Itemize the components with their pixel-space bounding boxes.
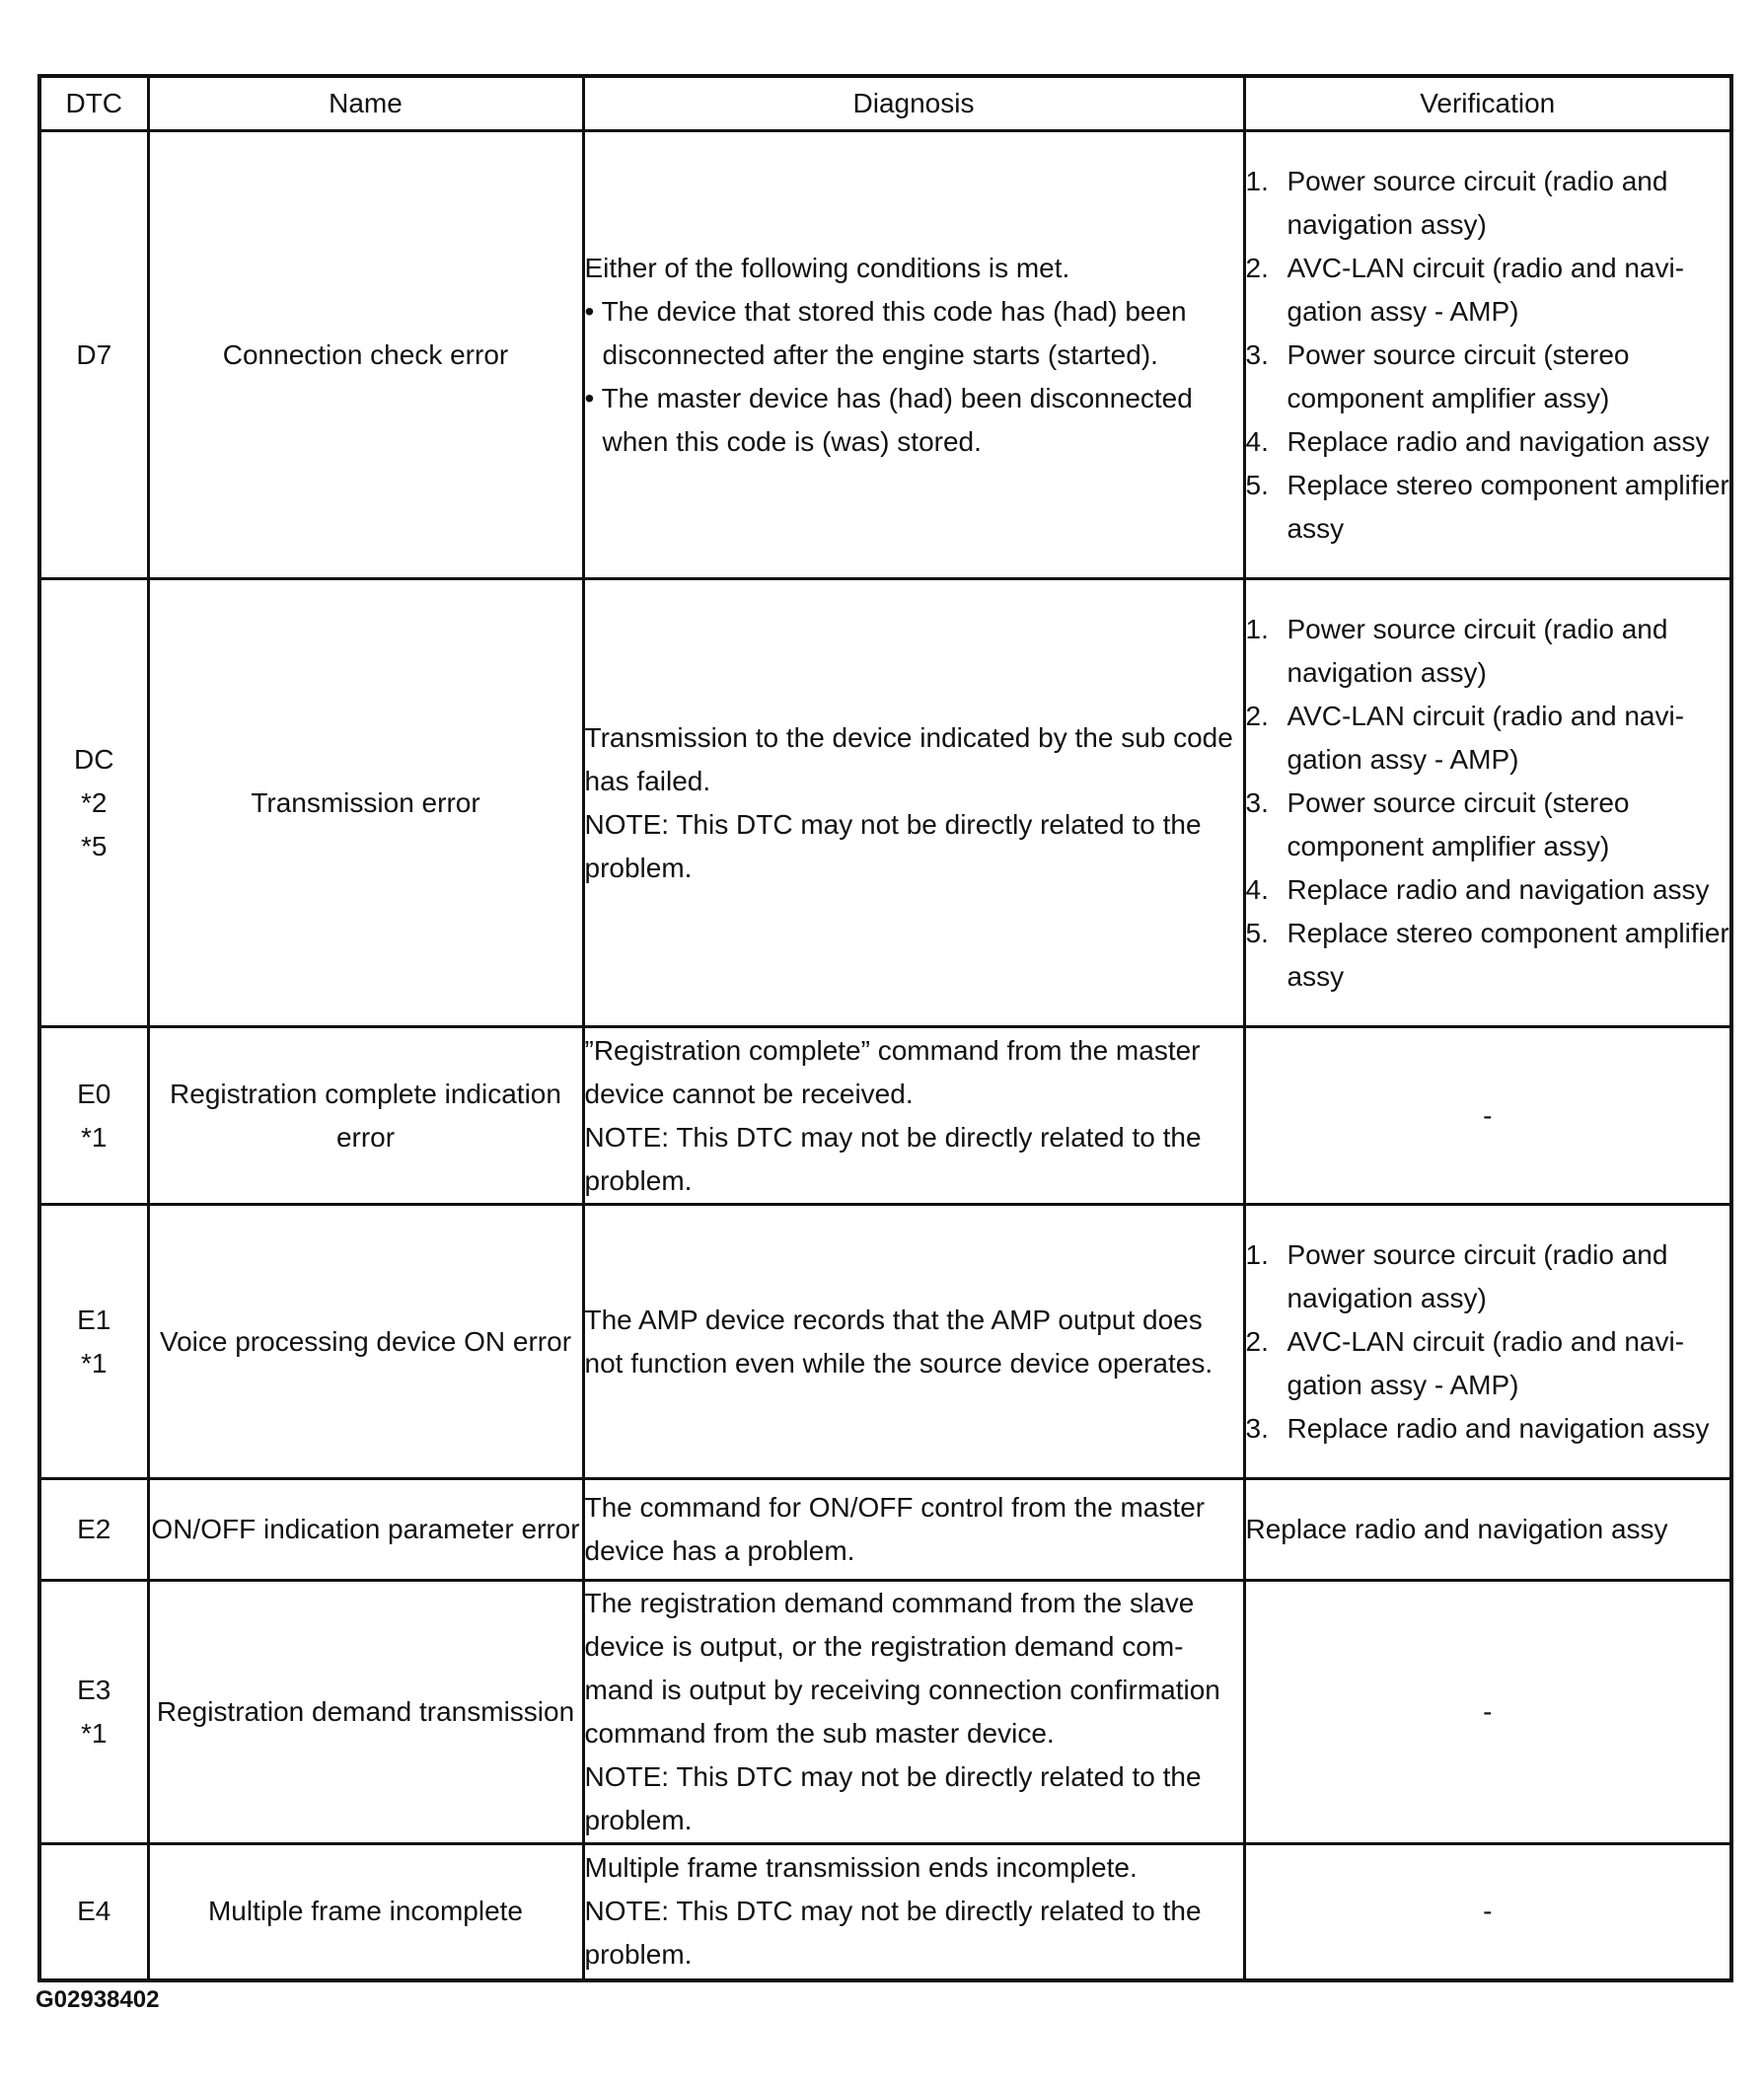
verification-item: 4. Replace radio and navigation assy	[1245, 873, 1710, 905]
dtc-code: DC	[74, 743, 114, 775]
dtc-code: E3	[77, 1675, 111, 1705]
diagnosis-bullet: • The master device has (had) been disconnected when this code is (was) stored.	[584, 382, 1193, 457]
header-verification: Verification	[1244, 76, 1731, 131]
table-row	[39, 1027, 1731, 1205]
header-dtc: DTC	[39, 76, 148, 131]
verification-cell: -	[1244, 1027, 1731, 1205]
diagnosis-text: The AMP device records that the AMP output does not function even while the source device operates.	[584, 1304, 1213, 1379]
diagnosis-note: NOTE: This DTC may not be directly related to the problem.	[584, 808, 1202, 883]
verification-item: 2. AVC-LAN circuit (radio and navigation assy - AMP)	[1245, 252, 1685, 327]
diagnosis-cell	[583, 131, 1244, 579]
diagnosis-cell	[583, 1479, 1244, 1581]
name-cell: Transmission error	[148, 579, 583, 1027]
verification-item: 3. Power source circuit (stereo component amplifier assy)	[1245, 786, 1630, 861]
verification-item: 1. Power source circuit (radio and navigation assy)	[1245, 1238, 1668, 1313]
dtc-cell	[39, 1581, 148, 1844]
dtc-code: E1	[77, 1304, 111, 1335]
table-row	[39, 1205, 1731, 1479]
verification-cell	[1244, 579, 1731, 1027]
diagnosis-cell	[583, 1027, 1244, 1205]
dtc-cell	[39, 1205, 148, 1479]
table-row	[39, 131, 1731, 579]
diagnosis-text: Multiple frame transmission ends incomplete.	[584, 1852, 1138, 1884]
verification-item: 4. Replace radio and navigation assy	[1245, 425, 1710, 457]
diagnosis-text: Either of the following conditions is met.	[584, 252, 1070, 283]
dtc-cell	[39, 131, 148, 579]
table-header-row	[39, 76, 1731, 131]
diagnosis-cell	[583, 1581, 1244, 1844]
table-row	[39, 579, 1731, 1027]
dtc-footnote: *2	[81, 786, 108, 818]
diagnosis-cell	[583, 579, 1244, 1027]
dtc-code: E2	[77, 1514, 111, 1544]
dtc-table	[37, 74, 1733, 1982]
diagnosis-text: Transmission to the device indicated by the sub code has failed.	[584, 721, 1233, 796]
verification-item: 5. Replace stereo component amplifier assy	[1245, 917, 1729, 992]
dtc-footnote: *5	[81, 830, 108, 861]
diagnosis-text: The registration demand command from the slave device is output, or the registration demand command is output by receiving connection confirmation command from the sub master device.	[584, 1588, 1220, 1749]
dtc-footnote: *1	[81, 1347, 108, 1379]
verification-item: 5. Replace stereo component amplifier assy	[1245, 469, 1729, 544]
dtc-code: E4	[77, 1896, 111, 1927]
dtc-footnote: *1	[81, 1121, 108, 1153]
header-diagnosis: Diagnosis	[583, 76, 1244, 131]
verification-item: 1. Power source circuit (radio and navigation assy)	[1245, 613, 1668, 688]
table-row	[39, 1844, 1731, 1980]
dtc-cell	[39, 1479, 148, 1581]
verification-cell: -	[1244, 1581, 1731, 1844]
verification-item: 1. Power source circuit (radio and navigation assy)	[1245, 165, 1668, 240]
diagnosis-cell	[583, 1205, 1244, 1479]
dtc-cell	[39, 579, 148, 1027]
diagnosis-text: ”Registration complete” command from the master device cannot be received.	[584, 1034, 1201, 1109]
verification-cell	[1244, 1205, 1731, 1479]
verification-list	[1246, 608, 1730, 999]
verification-cell: Replace radio and navigation assy	[1244, 1479, 1731, 1581]
verification-item: 3. Replace radio and navigation assy	[1245, 1412, 1710, 1444]
diagnosis-note: NOTE: This DTC may not be directly related to the problem.	[584, 1121, 1202, 1196]
dtc-cell	[39, 1844, 148, 1980]
dtc-code: E0	[77, 1078, 111, 1109]
name-cell: Registration complete indication error	[148, 1027, 583, 1205]
name-cell: Multiple frame incomplete	[148, 1844, 583, 1980]
table-row	[39, 1581, 1731, 1844]
dtc-cell	[39, 1027, 148, 1205]
name-cell: Connection check error	[148, 131, 583, 579]
verification-cell	[1244, 131, 1731, 579]
verification-list	[1246, 1233, 1730, 1451]
diagnosis-note: NOTE: This DTC may not be directly related to the problem.	[584, 1896, 1202, 1971]
dtc-code: D7	[76, 338, 112, 370]
diagnosis-note: NOTE: This DTC may not be directly related to the problem.	[584, 1761, 1202, 1835]
table-row	[39, 1479, 1731, 1581]
header-name: Name	[148, 76, 583, 131]
verification-item: 2. AVC-LAN circuit (radio and navigation assy - AMP)	[1245, 1325, 1685, 1400]
diagnosis-bullet: • The device that stored this code has (had) been disconnected after the engine starts (started).	[584, 295, 1187, 370]
name-cell: Registration demand transmission	[148, 1581, 583, 1844]
dtc-footnote: *1	[81, 1718, 108, 1749]
name-cell: Voice processing device ON error	[148, 1205, 583, 1479]
figure-id: G02938402	[36, 1986, 160, 2013]
verification-item: 3. Power source circuit (stereo component amplifier assy)	[1245, 338, 1630, 413]
verification-cell: -	[1244, 1844, 1731, 1980]
diagnosis-text: The command for ON/OFF control from the master device has a problem.	[584, 1492, 1206, 1566]
verification-list	[1246, 160, 1730, 551]
verification-item: 2. AVC-LAN circuit (radio and navigation assy - AMP)	[1245, 700, 1685, 775]
name-cell: ON/OFF indication parameter error	[148, 1479, 583, 1581]
diagnosis-cell	[583, 1844, 1244, 1980]
